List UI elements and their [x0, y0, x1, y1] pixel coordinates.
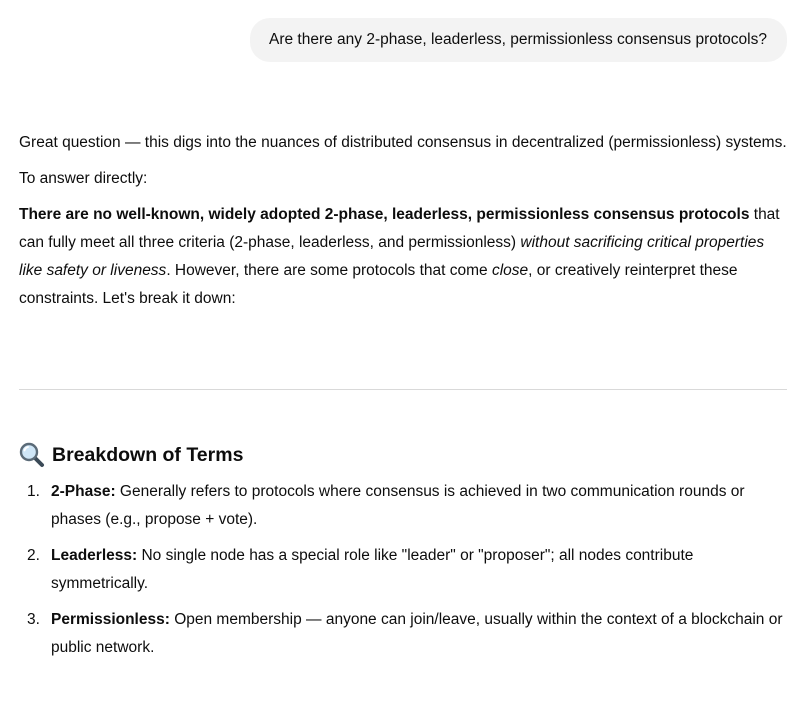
- answer-text-1: that can fully meet all three criteria (2-phase, leaderless, and permissionless): [19, 206, 780, 251]
- answer-bold: There are no well-known, widely adopted 2-phase, leaderless, permissionless consensus protocols: [19, 206, 750, 223]
- user-message-text: Are there any 2-phase, leaderless, permissionless consensus protocols?: [269, 31, 767, 48]
- term-label: 2-Phase:: [51, 483, 116, 500]
- answer-paragraph: [19, 201, 787, 313]
- term-definition: Generally refers to protocols where consensus is achieved in two communication rounds or phases (e.g., propose + vote).: [51, 483, 745, 528]
- section-heading: [19, 440, 243, 470]
- term-label: Permissionless:: [51, 611, 170, 628]
- list-item: [19, 478, 787, 534]
- section-title-text: Breakdown of Terms: [52, 444, 244, 466]
- direct-paragraph: To answer directly:: [19, 170, 148, 187]
- assistant-message: [19, 129, 787, 321]
- list-item: [19, 606, 787, 662]
- list-number: 1.: [27, 483, 40, 500]
- term-definition: Open membership — anyone can join/leave, usually within the context of a blockchain or public network.: [51, 611, 783, 656]
- intro-paragraph: Great question — this digs into the nuances of distributed consensus in decentralized (permissionless) systems.: [19, 134, 787, 151]
- list-number: 2.: [27, 547, 40, 564]
- term-definition: No single node has a special role like "leader" or "proposer"; all nodes contribute symmetrically.: [51, 547, 694, 592]
- list-item: [19, 542, 787, 598]
- answer-text-2: . However, there are some protocols that come: [166, 262, 492, 279]
- user-message-bubble: [250, 18, 787, 62]
- answer-italic-2: close: [491, 262, 529, 279]
- answer-text-3: , or creatively reinterpret these constraints. Let's break it down:: [19, 262, 738, 307]
- horizontal-divider: [19, 389, 787, 390]
- terms-list: [19, 478, 787, 670]
- term-label: Leaderless:: [51, 547, 138, 564]
- magnifying-glass-icon: [19, 442, 45, 468]
- list-number: 3.: [27, 611, 40, 628]
- answer-italic-1: without sacrificing critical properties like safety or liveness: [19, 234, 765, 279]
